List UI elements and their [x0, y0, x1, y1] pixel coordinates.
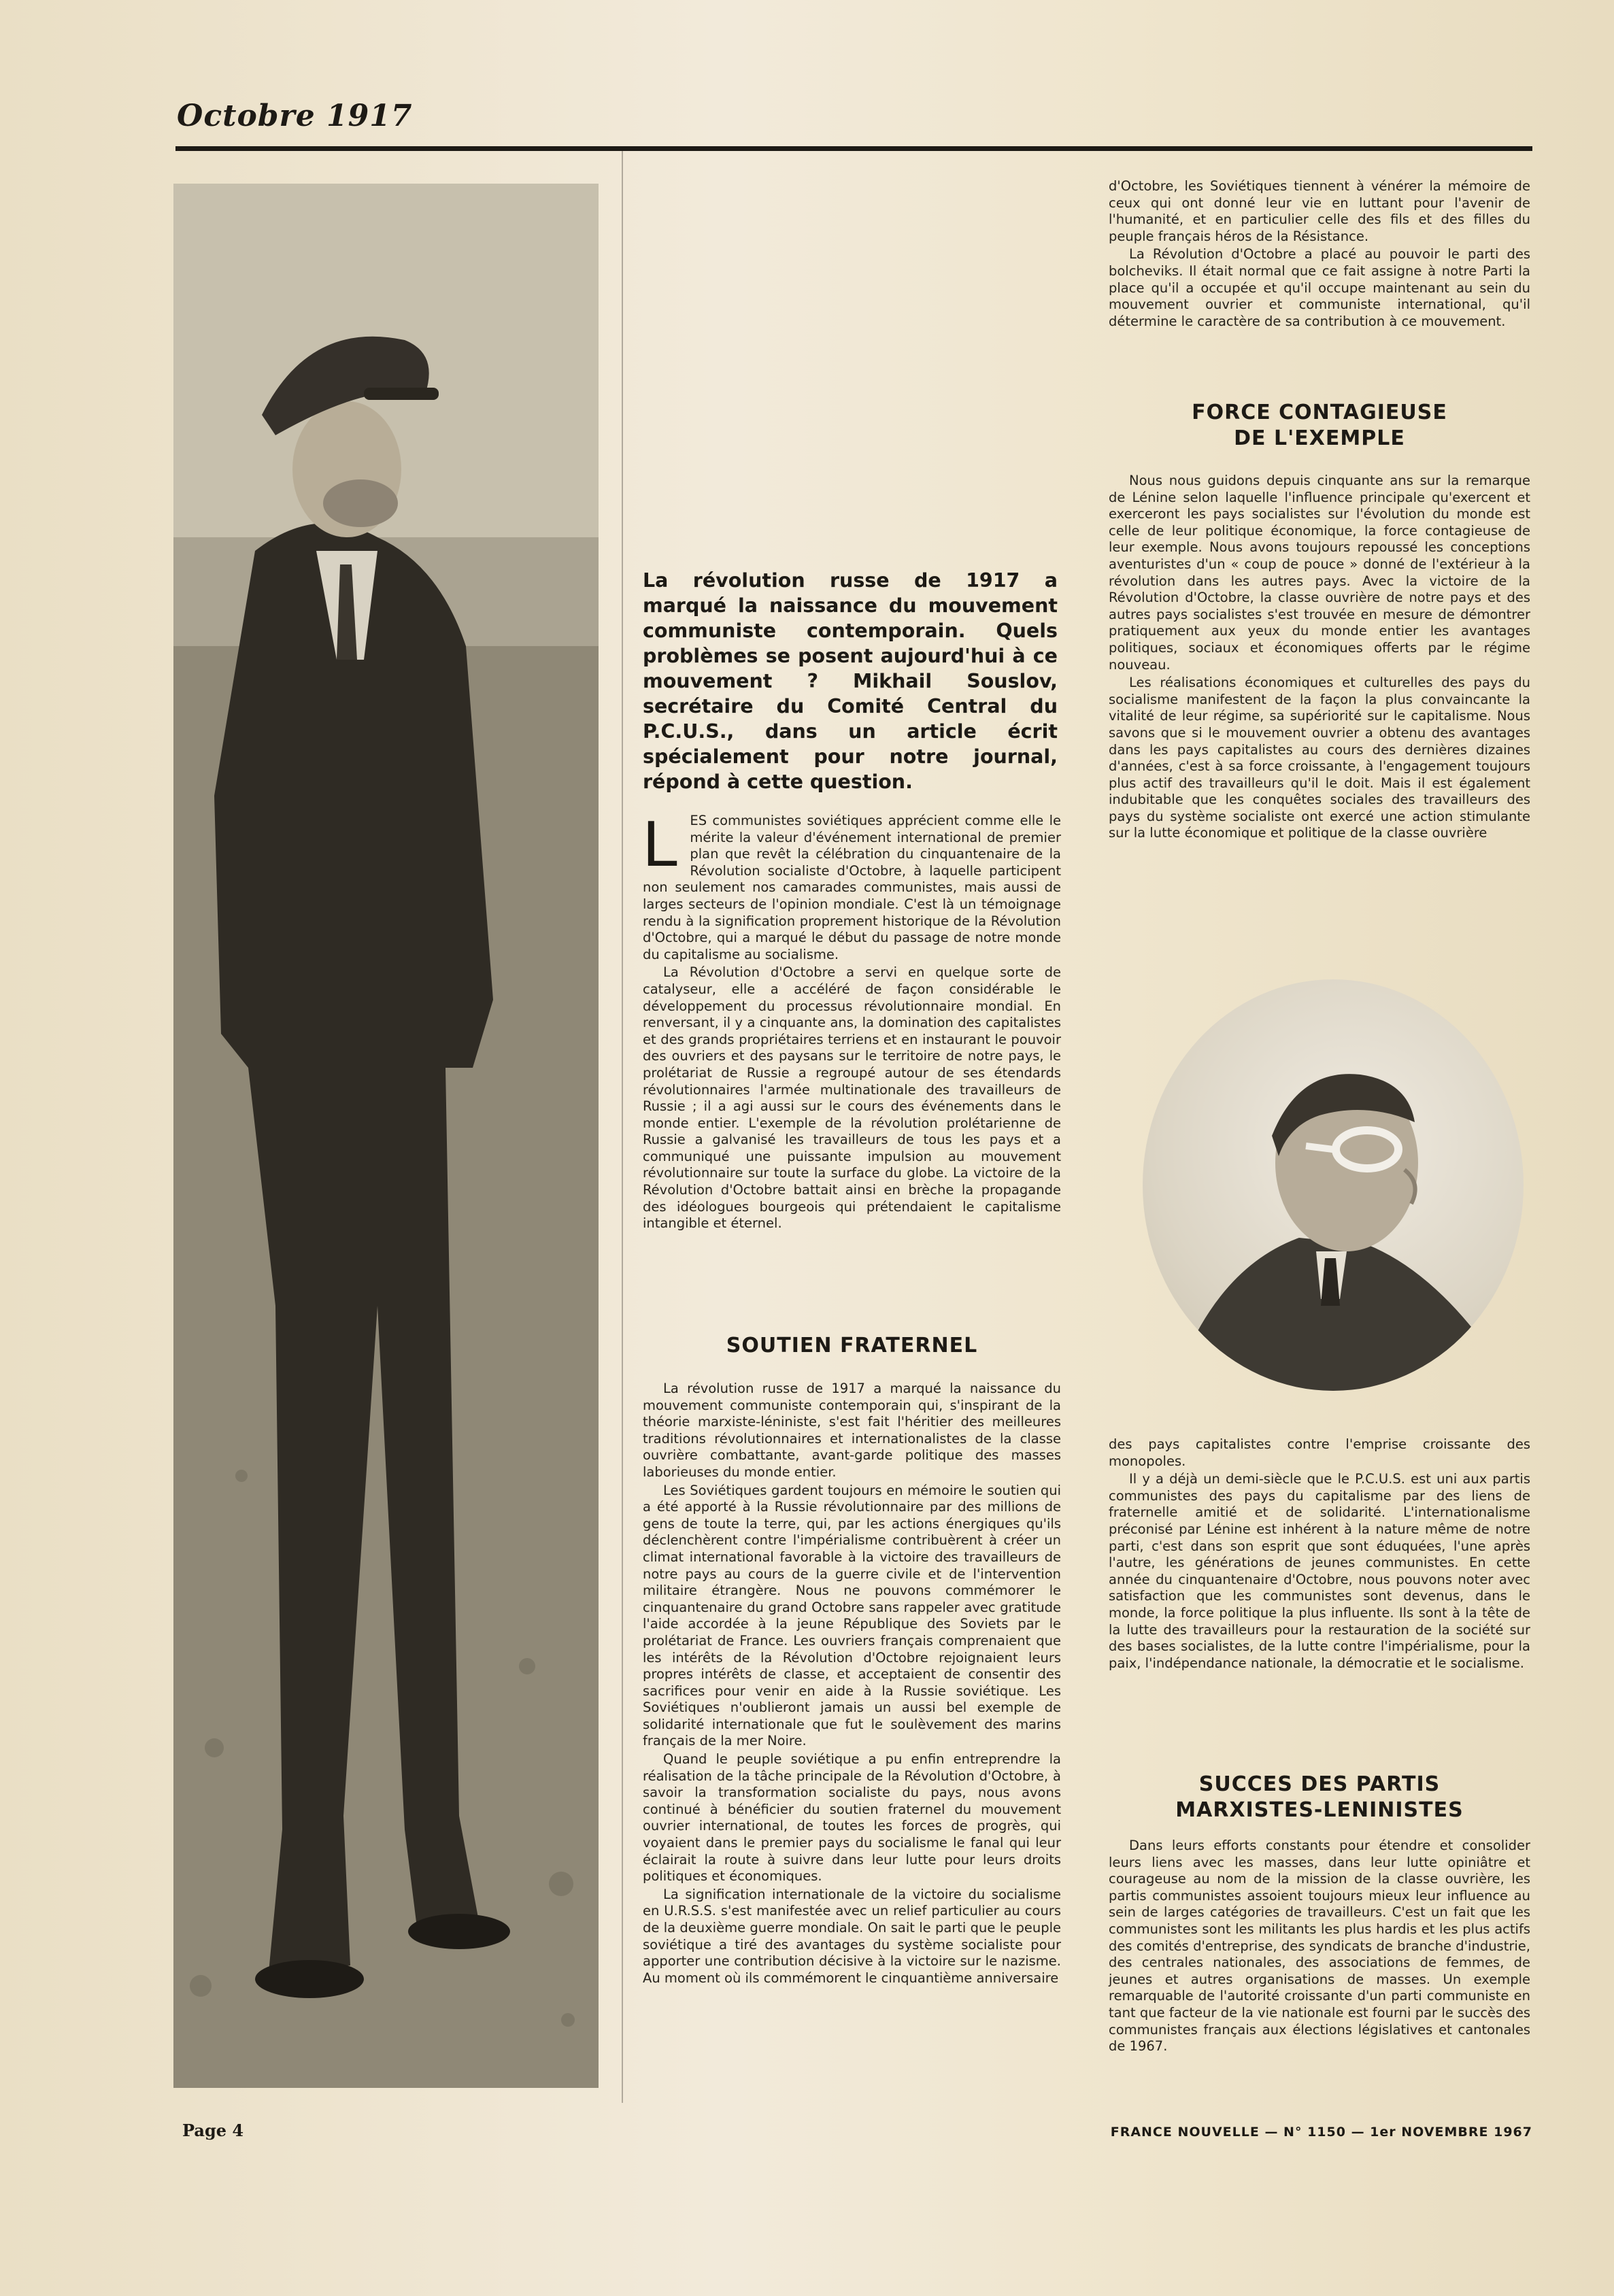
portrait-illustration — [1143, 979, 1524, 1391]
paragraph: des pays capitalistes contre l'emprise croissante des monopoles. — [1109, 1436, 1530, 1469]
column-divider — [622, 151, 623, 2103]
article-column-d — [1109, 473, 1530, 843]
paragraph: La signification internationale de la victoire du socialisme en U.R.S.S. s'est manifestée avec un relief particulier au cours de la deuxième guerre mondiale. On sait le parti que le peuple soviétique a tiré des avantages du système socialiste pour apporter une contribution décisive à la victoire sur le nazisme. Au moment où ils commémorent le cinquantième anniversaire — [643, 1886, 1061, 1986]
paragraph: La révolution russe de 1917 a marqué la naissance du mouvement communiste contemporain qui, s'inspirant de la théorie marxiste-léniniste, s'est fait l'héritier des meilleures traditions révolutionnaires et internationalistes de la classe ouvrière combattante, avant-garde politique des masses laborieuses du monde entier. — [643, 1381, 1061, 1480]
article-column-b — [643, 1381, 1061, 1988]
paragraph: d'Octobre, les Soviétiques tiennent à vénérer la mémoire de ceux qui ont donné leur vie en luttant pour l'avenir de l'humanité, et en particulier celle des fils et des filles du peuple français héros de la Résistance. — [1109, 178, 1530, 244]
drop-cap: L — [643, 807, 679, 880]
paragraph: Dans leurs efforts constants pour étendre et consolider leurs liens avec les masses, dans leur lutte opiniâtre et courageuse au nom de la mission de la classe ouvrière, les partis communistes assoient toujours mieux leur influence au sein de larges catégories de travailleurs. C'est un fait que les communistes sont les militants les plus hardis et les plus actifs des comités d'entreprise, des syndicats de branche d'industrie, des centrales nationales, des associations de femmes, de jeunes et autres organisations de masses. Un exemple remarquable de l'autorité croissante d'un parti communiste en tant que facteur de la vie nationale est fourni par le succès des communistes français aux élections législatives et cantonales de 1967. — [1109, 1838, 1530, 2055]
paragraph: Quand le peuple soviétique a pu enfin entreprendre la réalisation de la tâche principale de la Révolution d'Octobre, à savoir la transformation socialiste du pays, nous avons continué à bénéficier du soutien fraternel du mouvement ouvrier international, de toutes les forces de progrès, qui voyaient dans le premier pays du socialisme le fanal qui leur éclairait la route à suivre dans leur lutte pour leurs droits politiques et économiques. — [643, 1751, 1061, 1885]
page-number: Page 4 — [182, 2121, 244, 2140]
article-column-f — [1109, 1838, 1530, 2057]
photo-standing-man — [173, 184, 599, 2088]
intro-lede: La révolution russe de 1917 a marqué la naissance du mouvement communiste contemporain. Quels problèmes se posent aujourd'hui à ce mouvement ? Mikhail Souslov, secrétaire du Comité Central du P.C.U.S., dans un article écrit spécialement pour notre journal, répond à cette question. — [643, 569, 1058, 793]
paragraph: ES communistes soviétiques apprécient comme elle le mérite la valeur d'événement international de premier plan que revêt la célébration du cinquantenaire de la Révolution socialiste d'Octobre, à laquelle participent non seulement nos camarades communistes, mais aussi de larges secteurs de l'opinion mondiale. C'est là un témoignage rendu à la signification proprement historique de la Révolution d'Octobre, qui a marqué le début du passage de notre monde du capitalisme au socialisme. — [643, 813, 1061, 962]
section-heading-soutien: SOUTIEN FRATERNEL — [726, 1334, 978, 1357]
paragraph: Les Soviétiques gardent toujours en mémoire le soutien qui a été apporté à la Russie révolutionnaire par des millions de gens de toute la terre, qui, par les actions énergiques qu'ils déclenchèrent contre l'impérialisme contribuèrent à créer un climat international favorable à la victoire des travailleurs de notre pays au cours de la guerre civile et de l'intervention militaire étrangère. Nous ne pouvons commémorer le cinquantenaire du grand Octobre sans rappeler avec gratitude l'aide accordée à la jeune République des Soviets par le prolétariat de France. Les ouvriers français comprenaient que les intérêts de la Révolution d'Octobre rejoignaient leurs propres intérêts de classe, et acceptaient de consentir des sacrifices pour venir en aide à la Russie soviétique. Les Soviétiques n'oublieront jamais un aussi bel exemple de solidarité internationale que fut le soulèvement des marins français de la mer Noire. — [643, 1482, 1061, 1749]
section-heading-succes — [1109, 1772, 1530, 1823]
header-rule — [175, 146, 1532, 151]
paragraph: La Révolution d'Octobre a servi en quelque sorte de catalyseur, elle a accéléré de façon considérable le développement du processus révolutionnaire mondial. En renversant, il y a cinquante ans, la domination des capitalistes et des grands propriétaires terriens et en instaurant le pouvoir des ouvriers et des paysans sur le territoire de notre pays, le prolétariat de Russie a regroupé autour de ses étendards révolutionnaires l'armée multinationale des travailleurs de Russie ; il a agi aussi sur le cours des événements dans le monde entier. L'exemple de la révolution prolétarienne de Russie a galvanisé les travailleurs de tous les pays et a communiqué une puissante impulsion au mouvement révolutionnaire sur toute la surface du globe. La victoire de la Révolution d'Octobre battait ainsi en brèche la propagande des idéologues bourgeois qui prétendaient le capitalisme intangible et éternel. — [643, 964, 1061, 1232]
article-column-a — [643, 807, 1061, 1234]
article-column-e — [1109, 1436, 1530, 1673]
heading-line: FORCE CONTAGIEUSE — [1192, 401, 1447, 424]
paragraph: Nous nous guidons depuis cinquante ans sur la remarque de Lénine selon laquelle l'influence principale qu'exercent et exerceront les pays socialistes sur l'évolution du monde est celle de leur politique économique, la force contagieuse de leur exemple. Nous avons toujours repoussé les conceptions aventuristes d'un « coup de pouce » donné de l'extérieur à la révolution dans les autres pays. Avec la victoire de la Révolution d'Octobre, la classe ouvrière de notre pays et des autres pays socialistes s'est trouvée en mesure de démontrer pratiquement aux yeux du monde entier les avantages politiques, sociaux et économiques offerts par le régime nouveau. — [1109, 473, 1530, 673]
paragraph: Il y a déjà un demi-siècle que le P.C.U.S. est uni aux partis communistes des pays du capitalisme par des liens de fraternelle amitié et de solidarité. L'internationalisme préconisé par Lénine est inhérent à la nature même de notre parti, c'est dans son esprit que sont éduquées, l'une après l'autre, les générations de jeunes communistes. En cette année du cinquantenaire d'Octobre, nous pouvons noter avec satisfaction que les communistes sont devenus, dans le monde, la force politique la plus influente. Ils sont à la tête de la lutte des travailleurs pour la restauration de la société sur des bases socialistes, de la lutte contre l'impérialisme, pour la paix, l'indépendance nationale, la démocratie et le socialisme. — [1109, 1471, 1530, 1671]
heading-line: SUCCES DES PARTIS — [1198, 1772, 1441, 1796]
paragraph: Les réalisations économiques et culturelles des pays du socialisme manifestent de la façon la plus convaincante la vitalité de leur régime, sa supériorité sur le capitalisme. Nous savons que si le mouvement ouvrier a obtenu des avantages dans les pays capitalistes au cours des dernières dizaines d'années, c'est à sa force croissante, à l'engagement toujours plus actif des travailleurs qu'il le doit. Mais il est également indubitable que les conquêtes sociales des travailleurs des pays du système socialiste ont exercé une action stimulante sur la lutte économique et politique de la classe ouvrière — [1109, 675, 1530, 841]
heading-line: DE L'EXEMPLE — [1234, 426, 1405, 450]
paragraph: La Révolution d'Octobre a placé au pouvoir le parti des bolcheviks. Il était normal que ce fait assigne à notre Parti la place qu'il a occupée et qu'il occupe maintenant au sein du mouvement ouvrier et communiste international, qu'il détermine le caractère de sa contribution à ce mouvement. — [1109, 246, 1530, 329]
heading-line: MARXISTES-LENINISTES — [1175, 1798, 1464, 1822]
section-heading-force — [1109, 400, 1530, 452]
running-head: Octobre 1917 — [177, 99, 413, 133]
standing-man-illustration — [173, 184, 599, 2088]
article-column-c — [1109, 178, 1530, 331]
photo-portrait-round — [1143, 979, 1524, 1391]
publication-info: FRANCE NOUVELLE — N° 1150 — 1er NOVEMBRE 1967 — [1110, 2125, 1532, 2140]
